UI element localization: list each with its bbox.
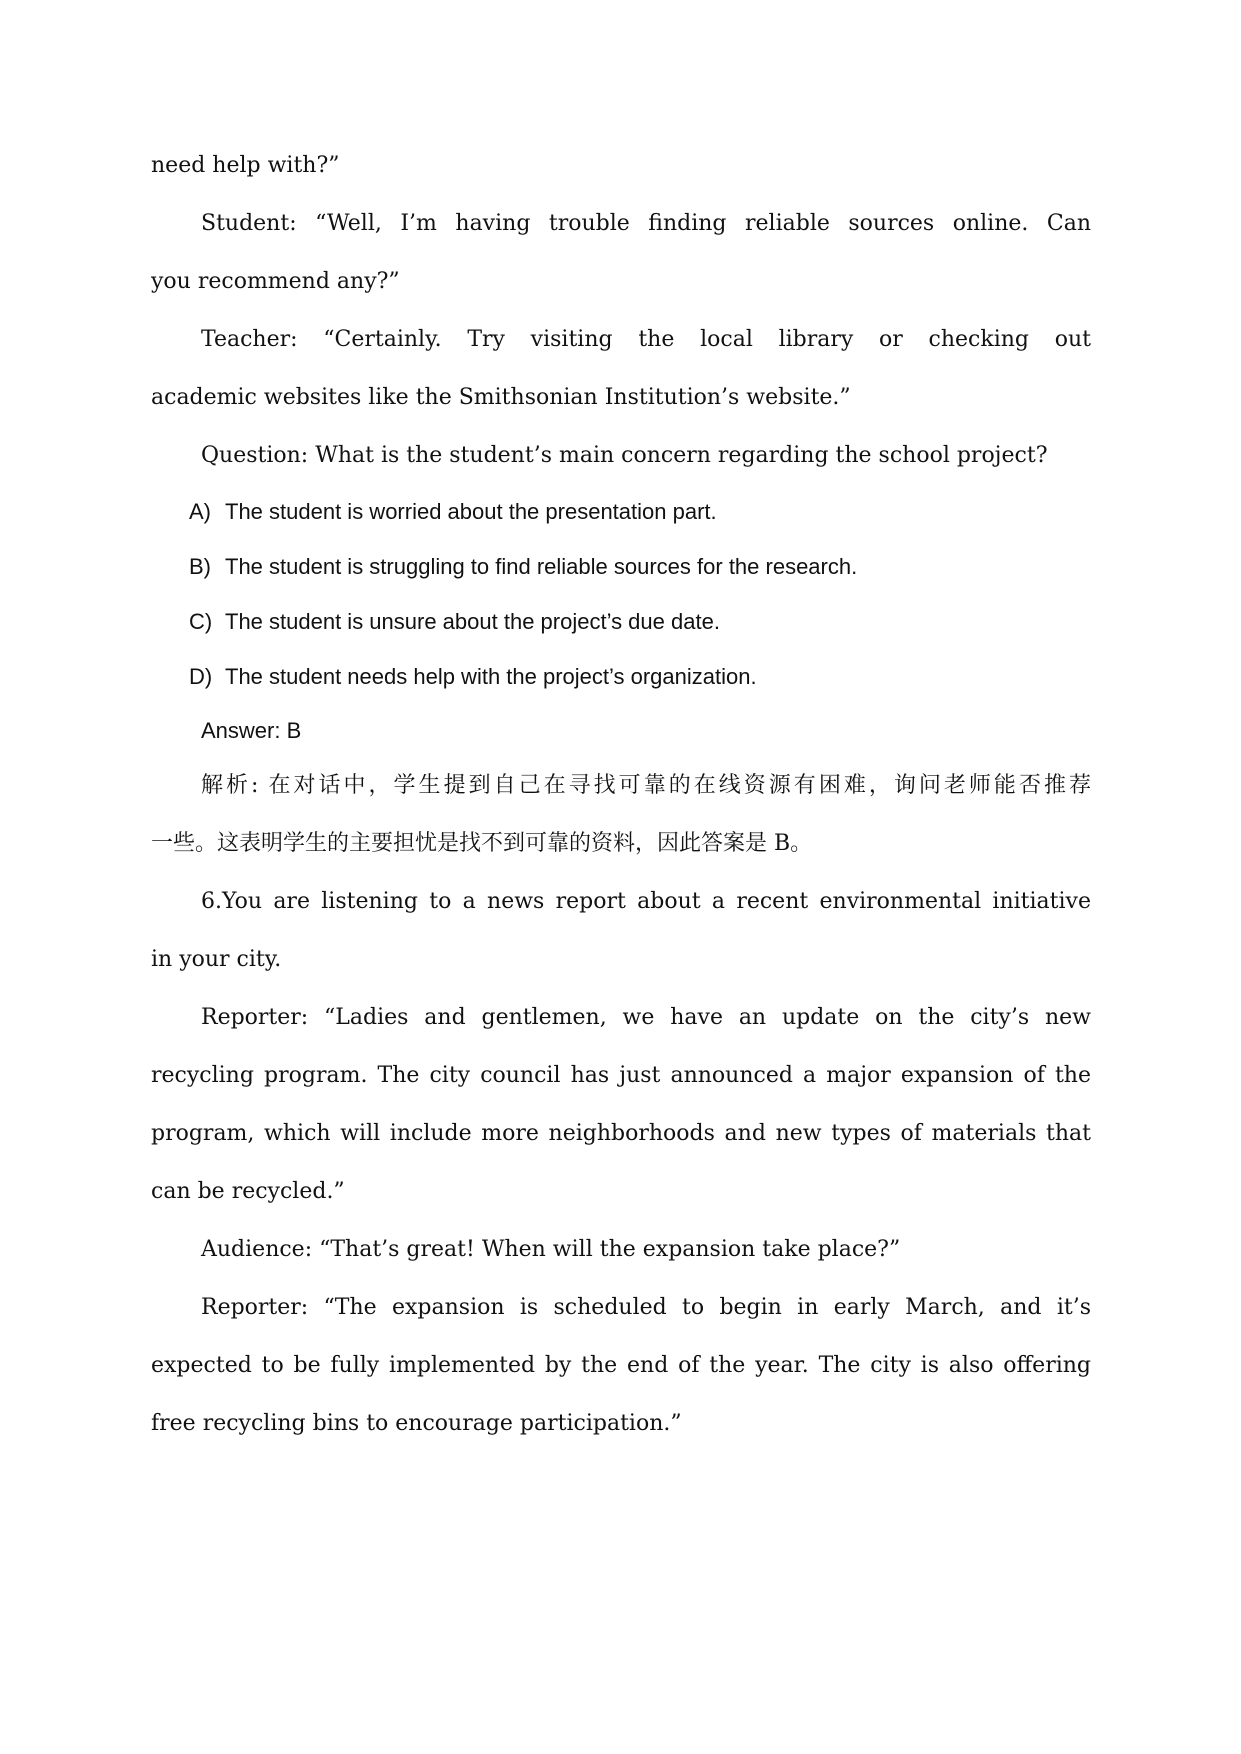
dialogue-line: recycling program. The city council has just announced a major expansion of the [151, 1063, 1091, 1088]
answer-text: Answer: B [201, 718, 302, 743]
dialogue-line: Reporter: “The expansion is scheduled to begin in early March, and it’s [201, 1295, 1091, 1320]
option-label: D) [189, 664, 213, 689]
option-a [189, 497, 717, 527]
option-label: B) [189, 554, 211, 579]
dialogue-line: Audience: “That’s great! When will the expansion take place?” [201, 1237, 901, 1262]
text-line: need help with?” [151, 153, 340, 178]
text-line: academic websites like the Smithsonian Institution’s website.” [151, 385, 851, 410]
option-text: The student needs help with the project’s organization. [225, 664, 757, 689]
option-text: The student is worried about the presentation part. [225, 499, 717, 524]
dialogue-line: expected to be fully implemented by the end of the year. The city is also offering [151, 1353, 1091, 1378]
option-text: The student is struggling to find reliable sources for the research. [225, 554, 858, 579]
analysis-line: 一些。这表明学生的主要担忧是找不到可靠的资料，因此答案是 B。 [151, 831, 813, 856]
dialogue-line: program, which will include more neighborhoods and new types of materials that [151, 1121, 1091, 1146]
text-line: Teacher: “Certainly. Try visiting the local library or checking out [201, 327, 1091, 352]
question-6-line: 6.You are listening to a news report about a recent environmental initiative [201, 889, 1091, 914]
option-label: C) [189, 609, 213, 634]
option-label: A) [189, 499, 211, 524]
analysis-line: 解析: 在对话中，学生提到自己在寻找可靠的在线资源有困难，询问老师能否推荐 [201, 773, 1091, 798]
text-line: Student: “Well, I’m having trouble finding reliable sources online. Can [201, 211, 1091, 236]
option-text: The student is unsure about the project’s due date. [225, 609, 720, 634]
question-6-line: in your city. [151, 947, 282, 972]
dialogue-line: Reporter: “Ladies and gentlemen, we have an update on the city’s new [201, 1005, 1091, 1030]
text-line: you recommend any?” [151, 269, 400, 294]
document-page [151, 0, 1091, 1754]
dialogue-line: can be recycled.” [151, 1179, 345, 1204]
dialogue-line: free recycling bins to encourage participation.” [151, 1411, 682, 1436]
option-d [189, 662, 757, 692]
option-c [189, 607, 720, 637]
question-text: Question: What is the student’s main concern regarding the school project? [201, 443, 1048, 468]
option-b [189, 552, 857, 582]
